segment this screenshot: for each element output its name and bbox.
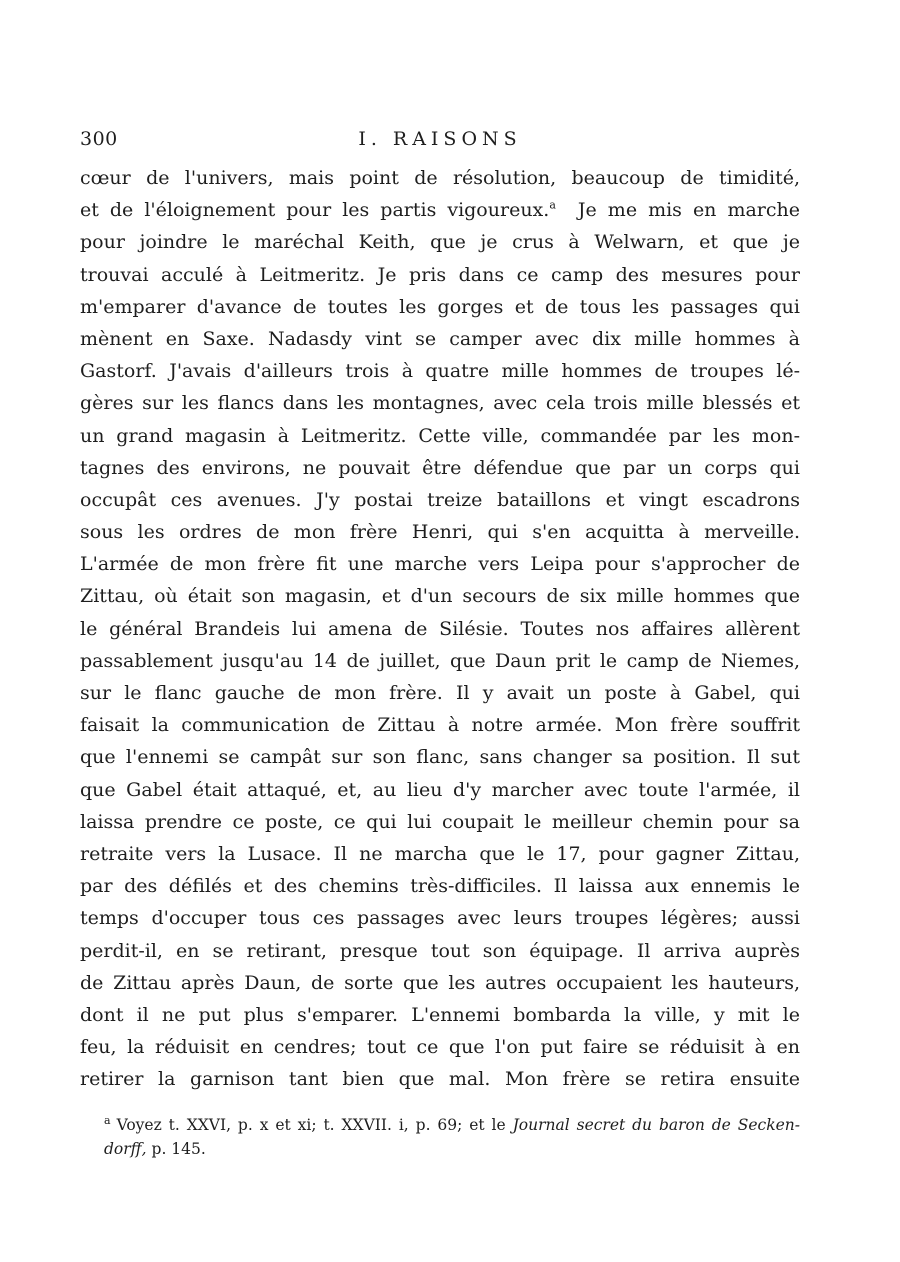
text-line: faisait la communication de Zittau à notre armée. Mon frère souffrit (80, 714, 800, 737)
footnote-text: Voyez t. XXVI, p. x et xi; t. XXVII. i, p. 69; et le (116, 1116, 506, 1135)
text-line-with-footnote-ref (80, 194, 800, 226)
footnote (80, 1113, 800, 1161)
footnote-title: Journal secret du baron de Secken- (512, 1116, 800, 1135)
footnote-line (104, 1137, 800, 1161)
text-line: Gastorf. J'avais d'ailleurs trois à quatre mille hommes de troupes lé- (80, 360, 800, 383)
text-line: sous les ordres de mon frère Henri, qui s'en acquitta à merveille. (80, 521, 800, 544)
text-line: trouvai acculé à Leitmeritz. Je pris dans ce camp des mesures pour (80, 263, 800, 286)
text-line: le général Brandeis lui amena de Silésie. Toutes nos affaires allèrent (80, 617, 800, 640)
text-line: m'emparer d'avance de toutes les gorges et de tous les passages qui (80, 295, 800, 318)
text-line: L'armée de mon frère fit une marche vers Leipa pour s'approcher de (80, 553, 800, 576)
text-line: laissa prendre ce poste, ce qui lui coupait le meilleur chemin pour sa (80, 810, 800, 833)
text-line: un grand magasin à Leitmeritz. Cette ville, commandée par les mon- (80, 424, 800, 447)
text-line: que l'ennemi se campât sur son flanc, sans changer sa position. Il sut (80, 746, 800, 769)
page-number: 300 (80, 128, 118, 150)
text-line: que Gabel était attaqué, et, au lieu d'y marcher avec toute l'armée, il (80, 778, 800, 801)
text-segment: Je me mis en marche (577, 199, 800, 222)
text-line: par des défilés et des chemins très-difficiles. Il laissa aux ennemis le (80, 875, 800, 898)
text-line: feu, la réduisit en cendres; tout ce que l'on put faire se réduisit à en (80, 1036, 800, 1059)
body-text (80, 162, 800, 1095)
running-title: I. RAISONS (358, 128, 522, 150)
text-line: perdit-il, en se retirant, presque tout son équipage. Il arriva auprès (80, 939, 800, 962)
footnote-text: p. 145. (151, 1140, 206, 1159)
text-line: Zittau, où était son magasin, et d'un secours de six mille hommes que (80, 585, 800, 608)
footnote-marker: a (104, 1114, 111, 1128)
footnote-title: dorff, (104, 1140, 147, 1159)
text-line: gères sur les flancs dans les montagnes, avec cela trois mille blessés et (80, 392, 800, 415)
text-line: cœur de l'univers, mais point de résolution, beaucoup de timidité, (80, 167, 800, 189)
text-line: pour joindre le maréchal Keith, que je crus à Welwarn, et que je (80, 231, 800, 254)
book-page (80, 118, 800, 1161)
text-line: de Zittau après Daun, de sorte que les autres occupaient les hauteurs, (80, 971, 800, 994)
page-header (80, 118, 800, 162)
text-line: dont il ne put plus s'emparer. L'ennemi bombarda la ville, y mit le (80, 1003, 800, 1026)
text-line: retirer la garnison tant bien que mal. Mon frère se retira ensuite (80, 1068, 800, 1091)
text-line: mènent en Saxe. Nadasdy vint se camper avec dix mille hommes à (80, 327, 800, 350)
footnote-ref[interactable]: a (549, 198, 556, 212)
text-segment: et de l'éloignement pour les partis vigoureux. (80, 199, 550, 222)
text-line: passablement jusqu'au 14 de juillet, que Daun prit le camp de Niemes, (80, 649, 800, 672)
text-line: occupât ces avenues. J'y postai treize bataillons et vingt escadrons (80, 488, 800, 511)
text-line: sur le flanc gauche de mon frère. Il y avait un poste à Gabel, qui (80, 682, 800, 704)
text-line: temps d'occuper tous ces passages avec leurs troupes légères; aussi (80, 907, 800, 930)
text-line: retraite vers la Lusace. Il ne marcha que le 17, pour gagner Zittau, (80, 842, 800, 865)
text-line: tagnes des environs, ne pouvait être défendue que par un corps qui (80, 456, 800, 479)
footnote-line (104, 1113, 800, 1137)
